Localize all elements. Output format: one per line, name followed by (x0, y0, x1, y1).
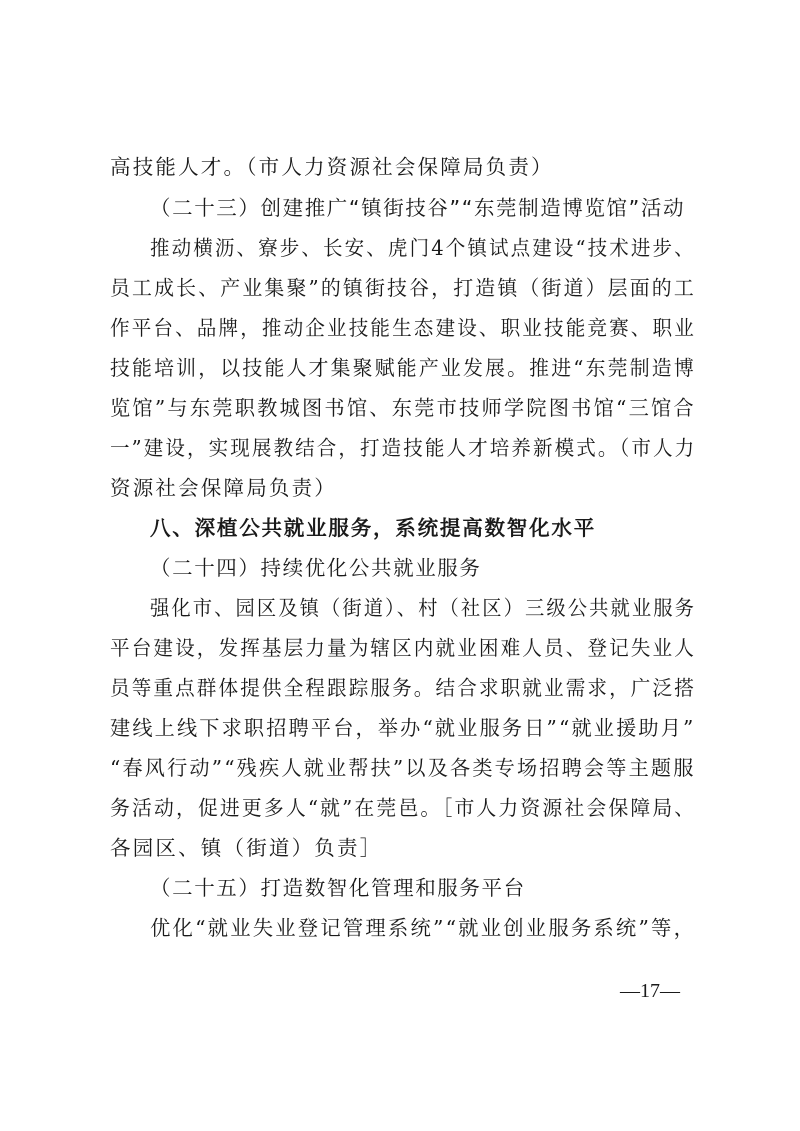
paragraph-line: 强化市、园区及镇（街道）、村（社区）三级公共就业服务 (150, 596, 696, 620)
paragraph-line: 技能培训，以技能人才集聚赋能产业发展。推进“东莞制造博 (110, 356, 696, 380)
paragraph-line: 平台建设，发挥基层力量为辖区内就业困难人员、登记失业人 (110, 636, 696, 660)
paragraph-line: 员工成长、产业集聚”的镇街技谷，打造镇（街道）层面的工 (110, 276, 696, 300)
paragraph-line: 务活动，促进更多人“就”在莞邑。［市人力资源社会保障局、 (110, 796, 697, 820)
paragraph-line: 作平台、品牌，推动企业技能生态建设、职业技能竞赛、职业 (110, 316, 696, 340)
chapter-heading: 八、深植公共就业服务，系统提高数智化水平 (150, 516, 596, 540)
section-subheading: （二十三）创建推广“镇街技谷”“东莞制造博览馆”活动 (150, 196, 686, 220)
paragraph-line: “春风行动”“残疾人就业帮扶”以及各类专场招聘会等主题服 (110, 756, 696, 780)
paragraph-line: 优化“就业失业登记管理系统”“就业创业服务系统”等， (150, 916, 697, 940)
section-subheading: （二十五）打造数智化管理和服务平台 (150, 876, 526, 900)
paragraph-line: 各园区、镇（街道）负责］ (110, 836, 383, 860)
section-subheading: （二十四）持续优化公共就业服务 (150, 556, 482, 580)
paragraph-line: 览馆”与东莞职教城图书馆、东莞市技师学院图书馆“三馆合 (110, 396, 696, 420)
paragraph-line: 一”建设，实现展教结合，打造技能人才培养新模式。（市人力 (110, 436, 697, 460)
paragraph-line: 资源社会保障局负责） (110, 476, 337, 500)
paragraph-line: 推动横沥、寮步、长安、虎门4个镇试点建设“技术进步、 (150, 236, 696, 260)
paragraph-line: 员等重点群体提供全程跟踪服务。结合求职就业需求，广泛搭 (110, 676, 696, 700)
paragraph-line: 高技能人才。（市人力资源社会保障局负责） (110, 155, 554, 179)
paragraph-line: 建线上线下求职招聘平台，举办“就业服务日”“就业援助月” (110, 716, 696, 740)
page-number: —17— (620, 980, 680, 1002)
